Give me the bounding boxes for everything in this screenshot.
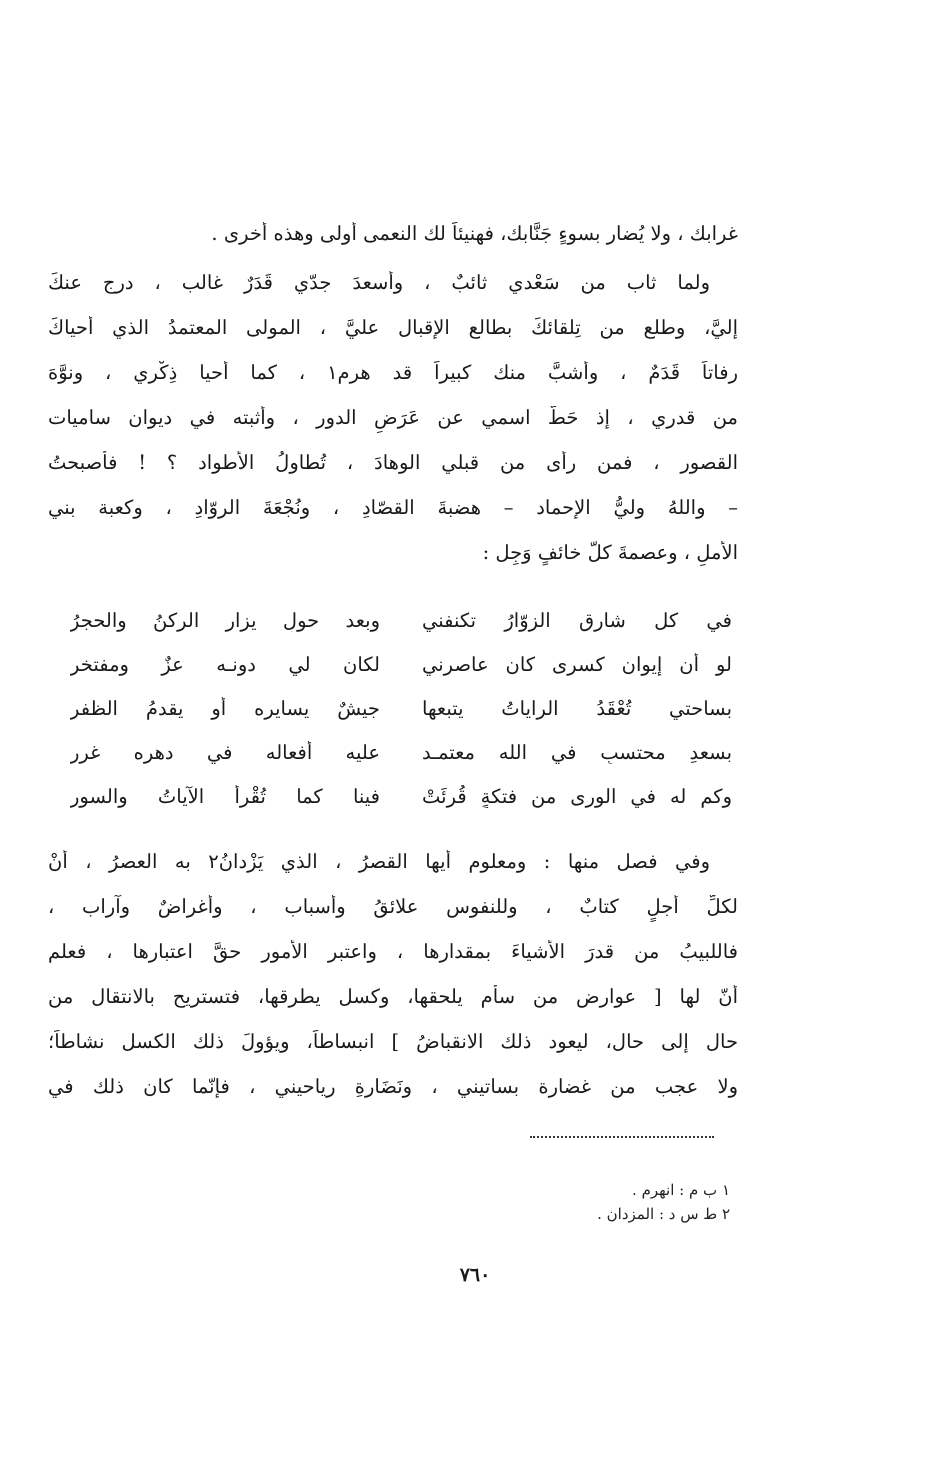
text-line: الأملِ ، وعصمةَ كلّ خائفٍ وَجِل : xyxy=(482,541,738,564)
hemistich-second: وبعد حولٍ يزار الركنُ والحجرُ xyxy=(70,608,380,632)
poem-verse xyxy=(70,642,732,686)
text-line: من قدري ، إذ حَطَّ اسمي عن عَرَضِ الدور ، وأثبته في ديوان ساميات xyxy=(48,406,738,429)
text-line: غرابك ، ولا يُضار بسوءٍ جَنَّابك، فهنيئاً لك النعمى أُولى وهذه أُخرى . xyxy=(211,222,738,245)
hemistich-second: فينا كما تُقْرأ الآياتُ والسور xyxy=(70,784,380,808)
text-line: رفاتاً قَدَمٌ ، وأشبَّ منك كبيراً قد هرم١ ، كما أحيا ذِكْري ، ونوَّهَ xyxy=(48,361,738,384)
text-line: القصور ، فمن رأى من قبلي الوهادَ ، تُطاولُ الأطواد ؟ ! فأصبحتُ xyxy=(48,451,738,474)
paragraph-2 xyxy=(48,850,738,1120)
hemistich-first: في كل شارقٍ الزوّارُ تكنفني xyxy=(422,608,732,632)
hemistich-first: بساحتي تُعْقَدُ الراياتُ يتبعها xyxy=(422,696,732,720)
page-number: ٧٦٠ xyxy=(459,1264,491,1286)
hemistich-first: بسعدِ محتسبٍ في الله معتمـد xyxy=(422,740,732,764)
text-line: أنّ لها [ عوارض من سأم يلحقها، وكسل يطرقها، فتستريح بالانتقال من xyxy=(48,985,738,1008)
text-line: وفي فصل منها : ومعلوم أيها القصرُ ، الذي يَزْدانُ٢ به العصرُ ، أنْ xyxy=(48,850,710,873)
poem-verse xyxy=(70,686,732,730)
text-line: ولا عجب من غضارة بساتيني ، ونَضَارةِ رياحيني ، فإنّما كان ذلك في xyxy=(48,1075,738,1098)
text-line: لكلِّ أجلٍ كتابٌ ، وللنفوس علائقُ وأسباب ، وأغراضٌ وآراب ، xyxy=(48,895,738,918)
footnote: ١ ب م : انهرم . xyxy=(632,1181,730,1199)
text-line: ولما ثاب من سَعْدي ثائبٌ ، وأسعدَ جدّي قَدَرٌ غالب ، درج عنكَ xyxy=(48,271,710,294)
hemistich-first: لو أن إيوان كسرى كان عاصرني xyxy=(422,652,732,676)
footnote-divider xyxy=(530,1136,714,1138)
hemistich-second: لكان لي دونـه عزٌ ومفتخر xyxy=(70,652,380,676)
poem-verse xyxy=(70,598,732,642)
poem-verse xyxy=(70,774,732,818)
hemistich-second: جيشٌ يسايره أو يقدمُ الظفر xyxy=(70,696,380,720)
footnote: ٢ ط س د : المزدان . xyxy=(597,1205,730,1223)
poem-verse xyxy=(70,730,732,774)
hemistich-first: وكم له في الورى من فتكةٍ قُرِئَتْ xyxy=(422,784,732,808)
text-line: إليَّ، وطلع من تِلقائكَ بطالع الإقبال عليَّ ، المولى المعتمدُ الذي أحياكَ xyxy=(48,316,738,339)
text-line: حال إلى حال، ليعود ذلك الانقباضُ ] انبساطاً، ويؤولَ ذلك الكسل نشاطاً؛ xyxy=(48,1030,738,1053)
paragraph-1 xyxy=(48,222,738,586)
footnotes xyxy=(430,1178,730,1226)
text-line: – واللهُ وليُّ الإحماد – هضبةَ القصّادِ ، ونُجْعَةَ الروّادِ ، وكعبة بني xyxy=(48,496,738,519)
poem xyxy=(70,598,732,818)
text-line: فاللبيبُ من قدرَ الأشياءَ بمقدارها ، واعتبر الأمور حقَّ اعتبارها ، فعلم xyxy=(48,940,738,963)
hemistich-second: عليه أفعاله في دهره غرر xyxy=(70,740,380,764)
